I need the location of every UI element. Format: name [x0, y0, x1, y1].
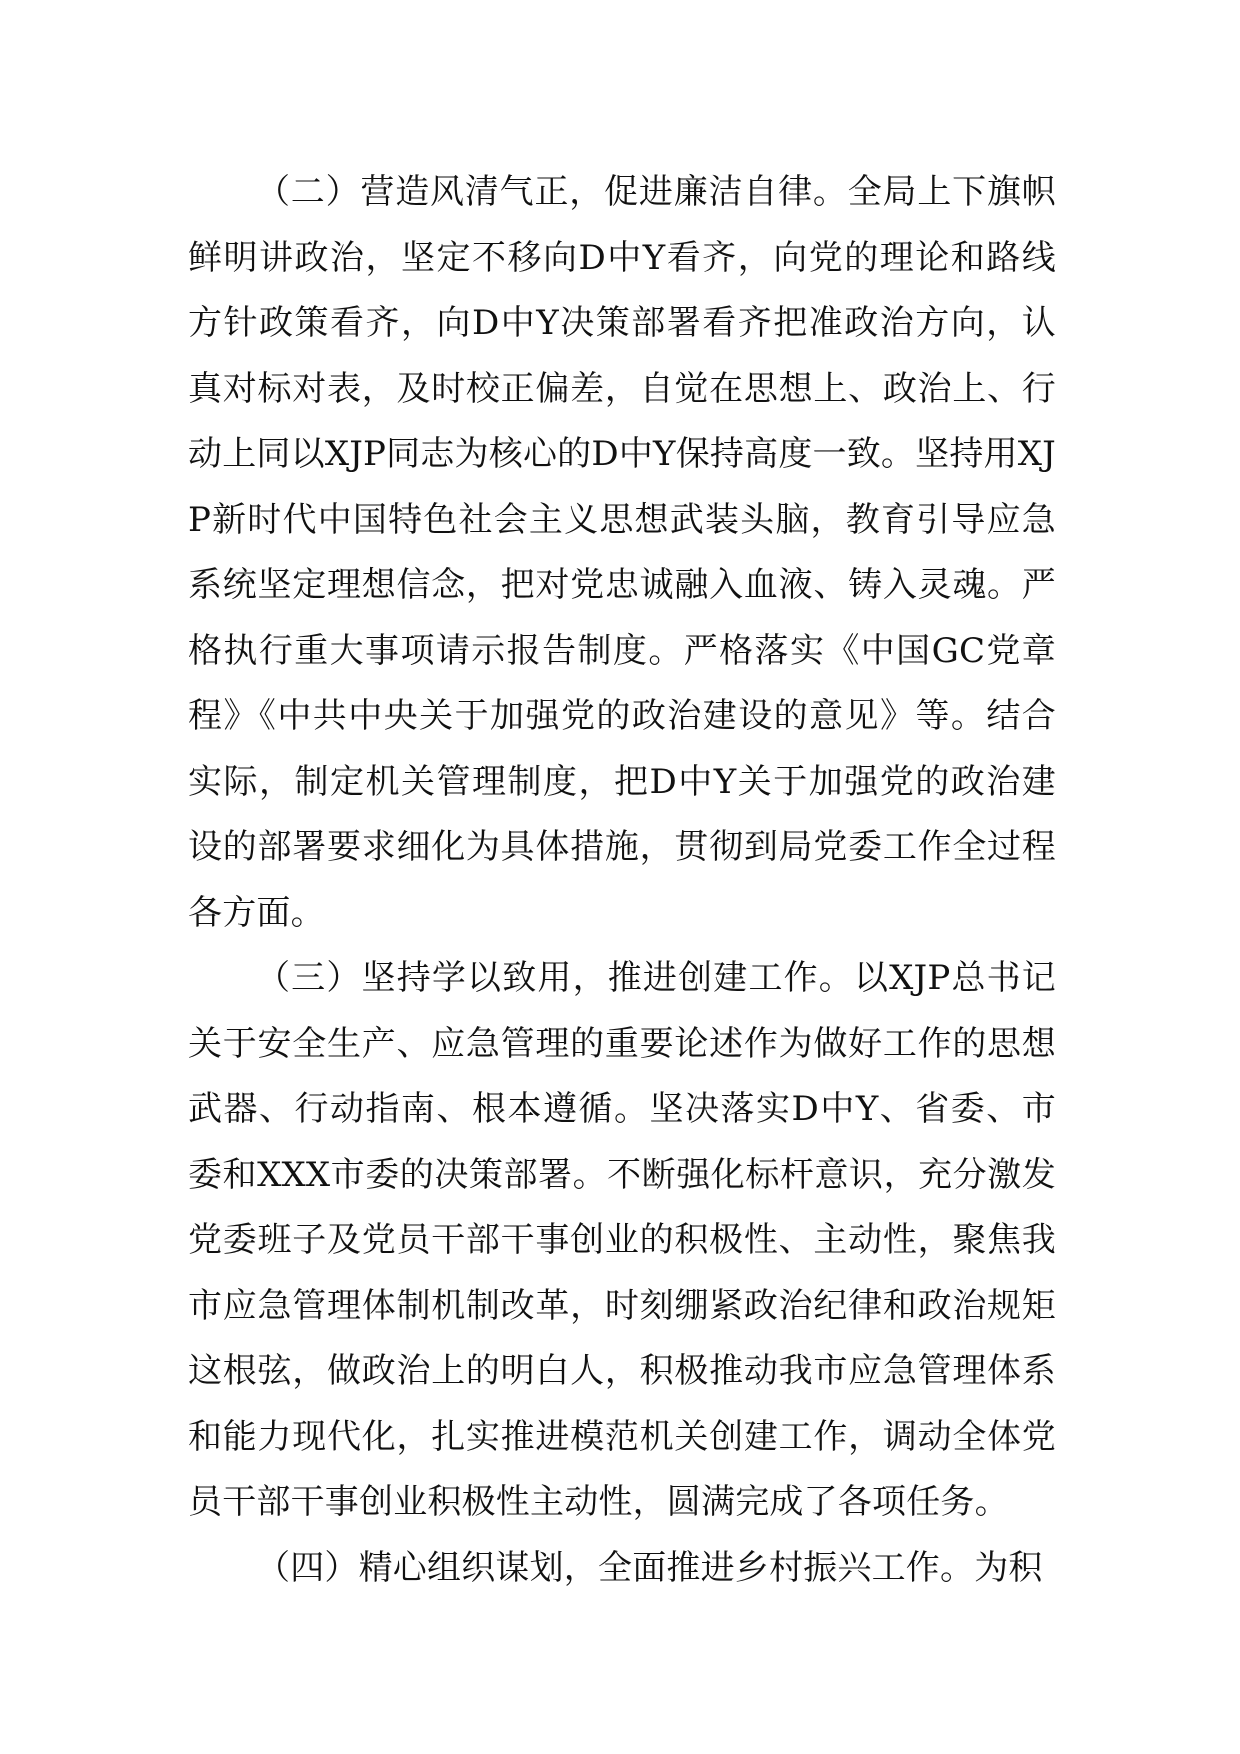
paragraph-section-4: （四）精心组织谋划，全面推进乡村振兴工作。为积: [256, 1547, 1043, 1588]
document-page: [188, 160, 1056, 1601]
paragraph-section-3: （三）坚持学以致用，推进创建工作。以XJP总书记关于安全生产、应急管理的重要论述作为做好工作的思想武器、行动指南、根本遵循。坚决落实D中Y、省委、市委和XXX市委的决策部署。不断强化标杆意识，充分激发党委班子及党员干部干事创业的积极性、主动性，聚焦我市应急管理体制机制改革，时刻绷紧政治纪律和政治规矩这根弦，做政治上的明白人，积极推动我市应急管理体系和能力现代化，扎实推进模范机关创建工作，调动全体党员干部干事创业积极性主动性，圆满完成了各项任务。: [188, 958, 1056, 1522]
paragraph-section-2: （二）营造风清气正，促进廉洁自律。全局上下旗帜鲜明讲政治，坚定不移向D中Y看齐，向党的理论和路线方针政策看齐，向D中Y决策部署看齐把准政治方向，认真对标对表，及时校正偏差，自觉在思想上、政治上、行动上同以XJP同志为核心的D中Y保持高度一致。坚持用XJP新时代中国特色社会主义思想武装头脑，教育引导应急系统坚定理想信念，把对党忠诚融入血液、铸入灵魂。严格执行重大事项请示报告制度。严格落实《中国GC党章程》《中共中央关于加强党的政治建设的意见》等。结合实际，制定机关管理制度，把D中Y关于加强党的政治建设的部署要求细化为具体措施，贯彻到局党委工作全过程各方面。: [188, 172, 1056, 933]
